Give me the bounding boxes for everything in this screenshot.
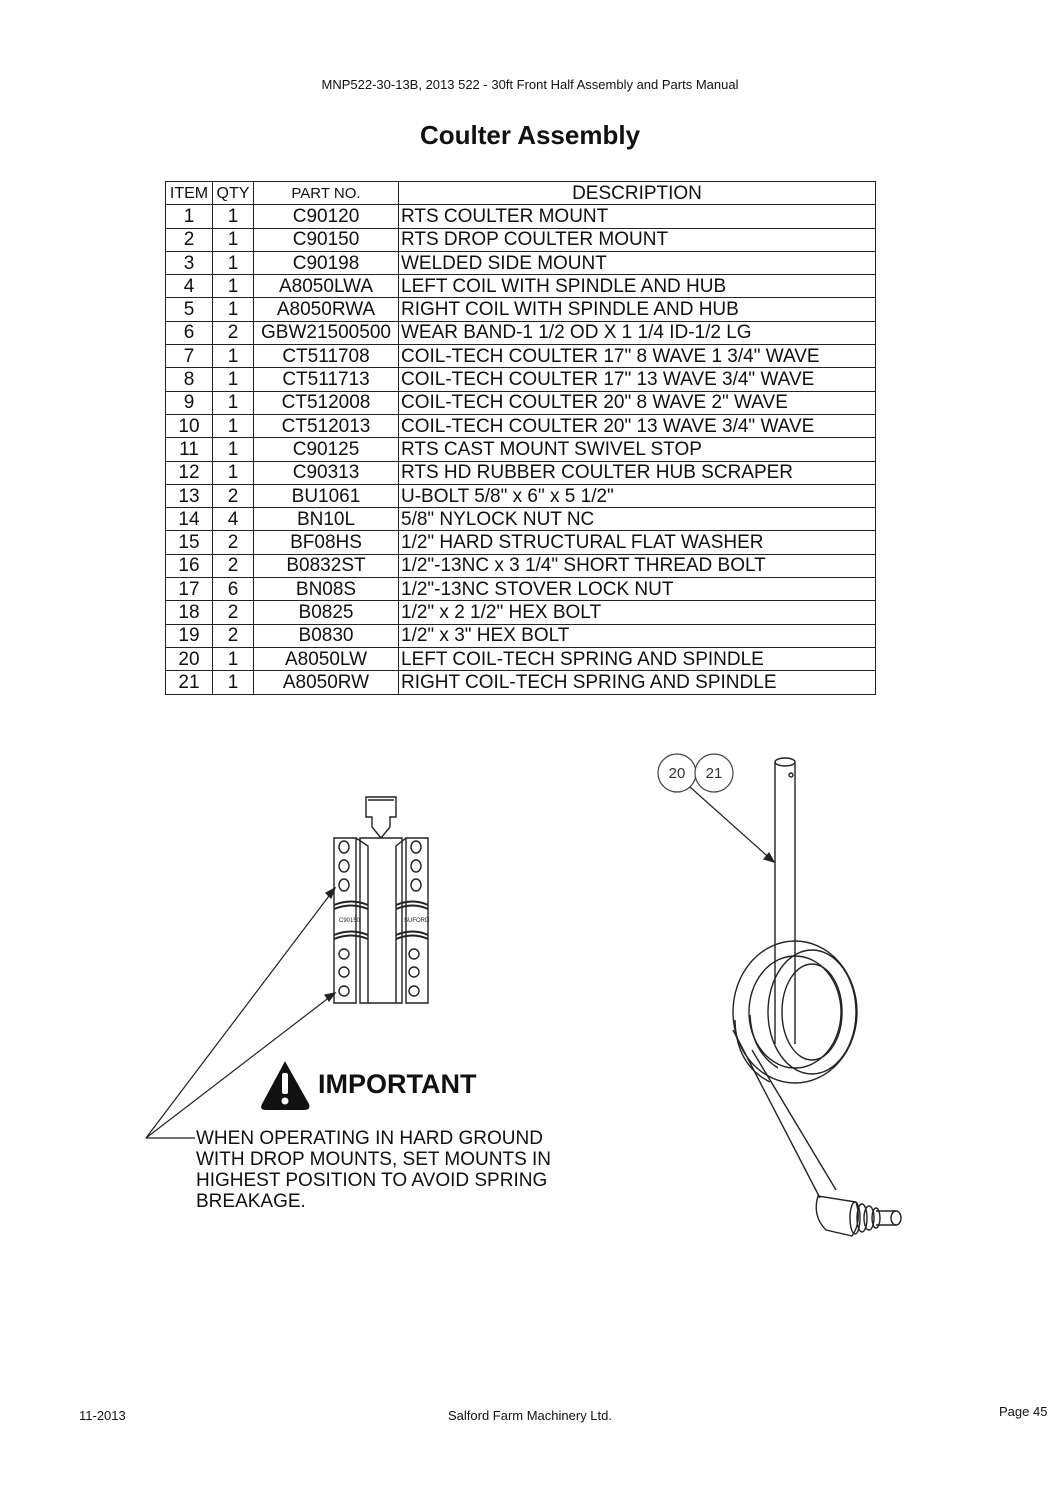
description-cell: 1/2"-13NC x 3 1/4" SHORT THREAD BOLT: [399, 554, 876, 577]
column-header-qty: QTY: [213, 182, 254, 205]
item-number-cell: 8: [166, 368, 213, 391]
qty-cell: 2: [213, 601, 254, 624]
part-number-cell: A8050LW: [254, 647, 399, 670]
column-header-item: ITEM: [166, 182, 213, 205]
description-cell: 5/8" NYLOCK NUT NC: [399, 508, 876, 531]
item-number-cell: 3: [166, 251, 213, 274]
item-number-cell: 16: [166, 554, 213, 577]
part-number-cell: BF08HS: [254, 531, 399, 554]
callout-21: 21: [705, 765, 723, 782]
footer-page-number: Page 45: [999, 1404, 1048, 1419]
description-cell: COIL-TECH COULTER 20" 8 WAVE 2" WAVE: [399, 391, 876, 414]
part-number-cell: GBW21500500: [254, 321, 399, 344]
part-number-cell: A8050RWA: [254, 298, 399, 321]
part-number-cell: BN10L: [254, 508, 399, 531]
description-cell: 1/2" x 3" HEX BOLT: [399, 624, 876, 647]
warning-triangle-icon: [261, 1062, 309, 1111]
callout-20: 20: [668, 765, 686, 782]
part-number-cell: B0825: [254, 601, 399, 624]
description-cell: LEFT COIL-TECH SPRING AND SPINDLE: [399, 647, 876, 670]
qty-cell: 1: [213, 345, 254, 368]
qty-cell: 1: [213, 461, 254, 484]
item-number-cell: 21: [166, 671, 213, 694]
description-cell: RIGHT COIL-TECH SPRING AND SPINDLE: [399, 671, 876, 694]
document-header: MNP522-30-13B, 2013 522 - 30ft Front Half Assembly and Parts Manual: [321, 77, 739, 92]
note-line: WITH DROP MOUNTS, SET MOUNTS IN: [196, 1149, 552, 1170]
item-number-cell: 17: [166, 578, 213, 601]
important-heading: IMPORTANT: [318, 1069, 477, 1099]
qty-cell: 1: [213, 391, 254, 414]
qty-cell: 2: [213, 321, 254, 344]
description-cell: COIL-TECH COULTER 20" 13 WAVE 3/4" WAVE: [399, 414, 876, 437]
page-title: Coulter Assembly: [419, 120, 641, 150]
description-cell: RTS HD RUBBER COULTER HUB SCRAPER: [399, 461, 876, 484]
description-cell: COIL-TECH COULTER 17" 13 WAVE 3/4" WAVE: [399, 368, 876, 391]
qty-cell: 1: [213, 205, 254, 228]
item-number-cell: 15: [166, 531, 213, 554]
qty-cell: 1: [213, 414, 254, 437]
mount-part-label-left: C90150: [339, 918, 361, 924]
part-number-cell: A8050RW: [254, 671, 399, 694]
important-note: [196, 1128, 596, 1212]
item-number-cell: 11: [166, 438, 213, 461]
qty-cell: 2: [213, 624, 254, 647]
description-cell: 1/2"-13NC STOVER LOCK NUT: [399, 578, 876, 601]
part-number-cell: B0830: [254, 624, 399, 647]
qty-cell: 2: [213, 484, 254, 507]
part-number-cell: B0832ST: [254, 554, 399, 577]
qty-cell: 1: [213, 368, 254, 391]
item-number-cell: 14: [166, 508, 213, 531]
footer-date: 11-2013: [79, 1408, 126, 1423]
column-header-part-no: PART NO.: [254, 182, 399, 205]
description-cell: RTS COULTER MOUNT: [399, 205, 876, 228]
qty-cell: 1: [213, 228, 254, 251]
description-cell: WELDED SIDE MOUNT: [399, 251, 876, 274]
note-line: BREAKAGE.: [196, 1191, 306, 1212]
part-number-cell: A8050LWA: [254, 275, 399, 298]
item-number-cell: 10: [166, 414, 213, 437]
part-number-cell: C90120: [254, 205, 399, 228]
note-line: WHEN OPERATING IN HARD GROUND: [196, 1128, 543, 1149]
description-cell: RTS DROP COULTER MOUNT: [399, 228, 876, 251]
item-number-cell: 12: [166, 461, 213, 484]
item-number-cell: 6: [166, 321, 213, 344]
qty-cell: 1: [213, 275, 254, 298]
coil-tech-spring-drawing: [733, 758, 901, 1236]
qty-cell: 2: [213, 531, 254, 554]
footer-company: Salford Farm Machinery Ltd.: [447, 1408, 612, 1423]
part-number-cell: C90150: [254, 228, 399, 251]
part-number-cell: C90198: [254, 251, 399, 274]
description-cell: LEFT COIL WITH SPINDLE AND HUB: [399, 275, 876, 298]
part-number-cell: BU1061: [254, 484, 399, 507]
column-header-description: DESCRIPTION: [399, 182, 876, 205]
drop-mount-bracket-drawing: [334, 797, 428, 1003]
description-cell: 1/2" x 2 1/2" HEX BOLT: [399, 601, 876, 624]
qty-cell: 1: [213, 251, 254, 274]
item-number-cell: 20: [166, 647, 213, 670]
qty-cell: 6: [213, 578, 254, 601]
part-number-cell: C90313: [254, 461, 399, 484]
description-cell: COIL-TECH COULTER 17" 8 WAVE 1 3/4" WAVE: [399, 345, 876, 368]
item-number-cell: 1: [166, 205, 213, 228]
qty-cell: 4: [213, 508, 254, 531]
part-number-cell: CT511708: [254, 345, 399, 368]
note-line: HIGHEST POSITION TO AVOID SPRING: [196, 1170, 548, 1191]
item-number-cell: 9: [166, 391, 213, 414]
description-cell: 1/2" HARD STRUCTURAL FLAT WASHER: [399, 531, 876, 554]
qty-cell: 1: [213, 298, 254, 321]
description-cell: RIGHT COIL WITH SPINDLE AND HUB: [399, 298, 876, 321]
part-number-cell: CT511713: [254, 368, 399, 391]
part-number-cell: C90125: [254, 438, 399, 461]
item-number-cell: 18: [166, 601, 213, 624]
item-number-cell: 4: [166, 275, 213, 298]
qty-cell: 1: [213, 438, 254, 461]
item-number-cell: 19: [166, 624, 213, 647]
item-number-cell: 13: [166, 484, 213, 507]
qty-cell: 1: [213, 647, 254, 670]
qty-cell: 2: [213, 554, 254, 577]
qty-cell: 1: [213, 671, 254, 694]
description-cell: RTS CAST MOUNT SWIVEL STOP: [399, 438, 876, 461]
mount-part-label-right: SUFORD: [404, 918, 430, 924]
part-number-cell: BN08S: [254, 578, 399, 601]
description-cell: WEAR BAND-1 1/2 OD X 1 1/4 ID-1/2 LG: [399, 321, 876, 344]
item-number-cell: 2: [166, 228, 213, 251]
callout-leader: [690, 787, 774, 862]
item-number-cell: 7: [166, 345, 213, 368]
part-number-cell: CT512013: [254, 414, 399, 437]
description-cell: U-BOLT 5/8" x 6" x 5 1/2": [399, 484, 876, 507]
part-number-cell: CT512008: [254, 391, 399, 414]
item-number-cell: 5: [166, 298, 213, 321]
